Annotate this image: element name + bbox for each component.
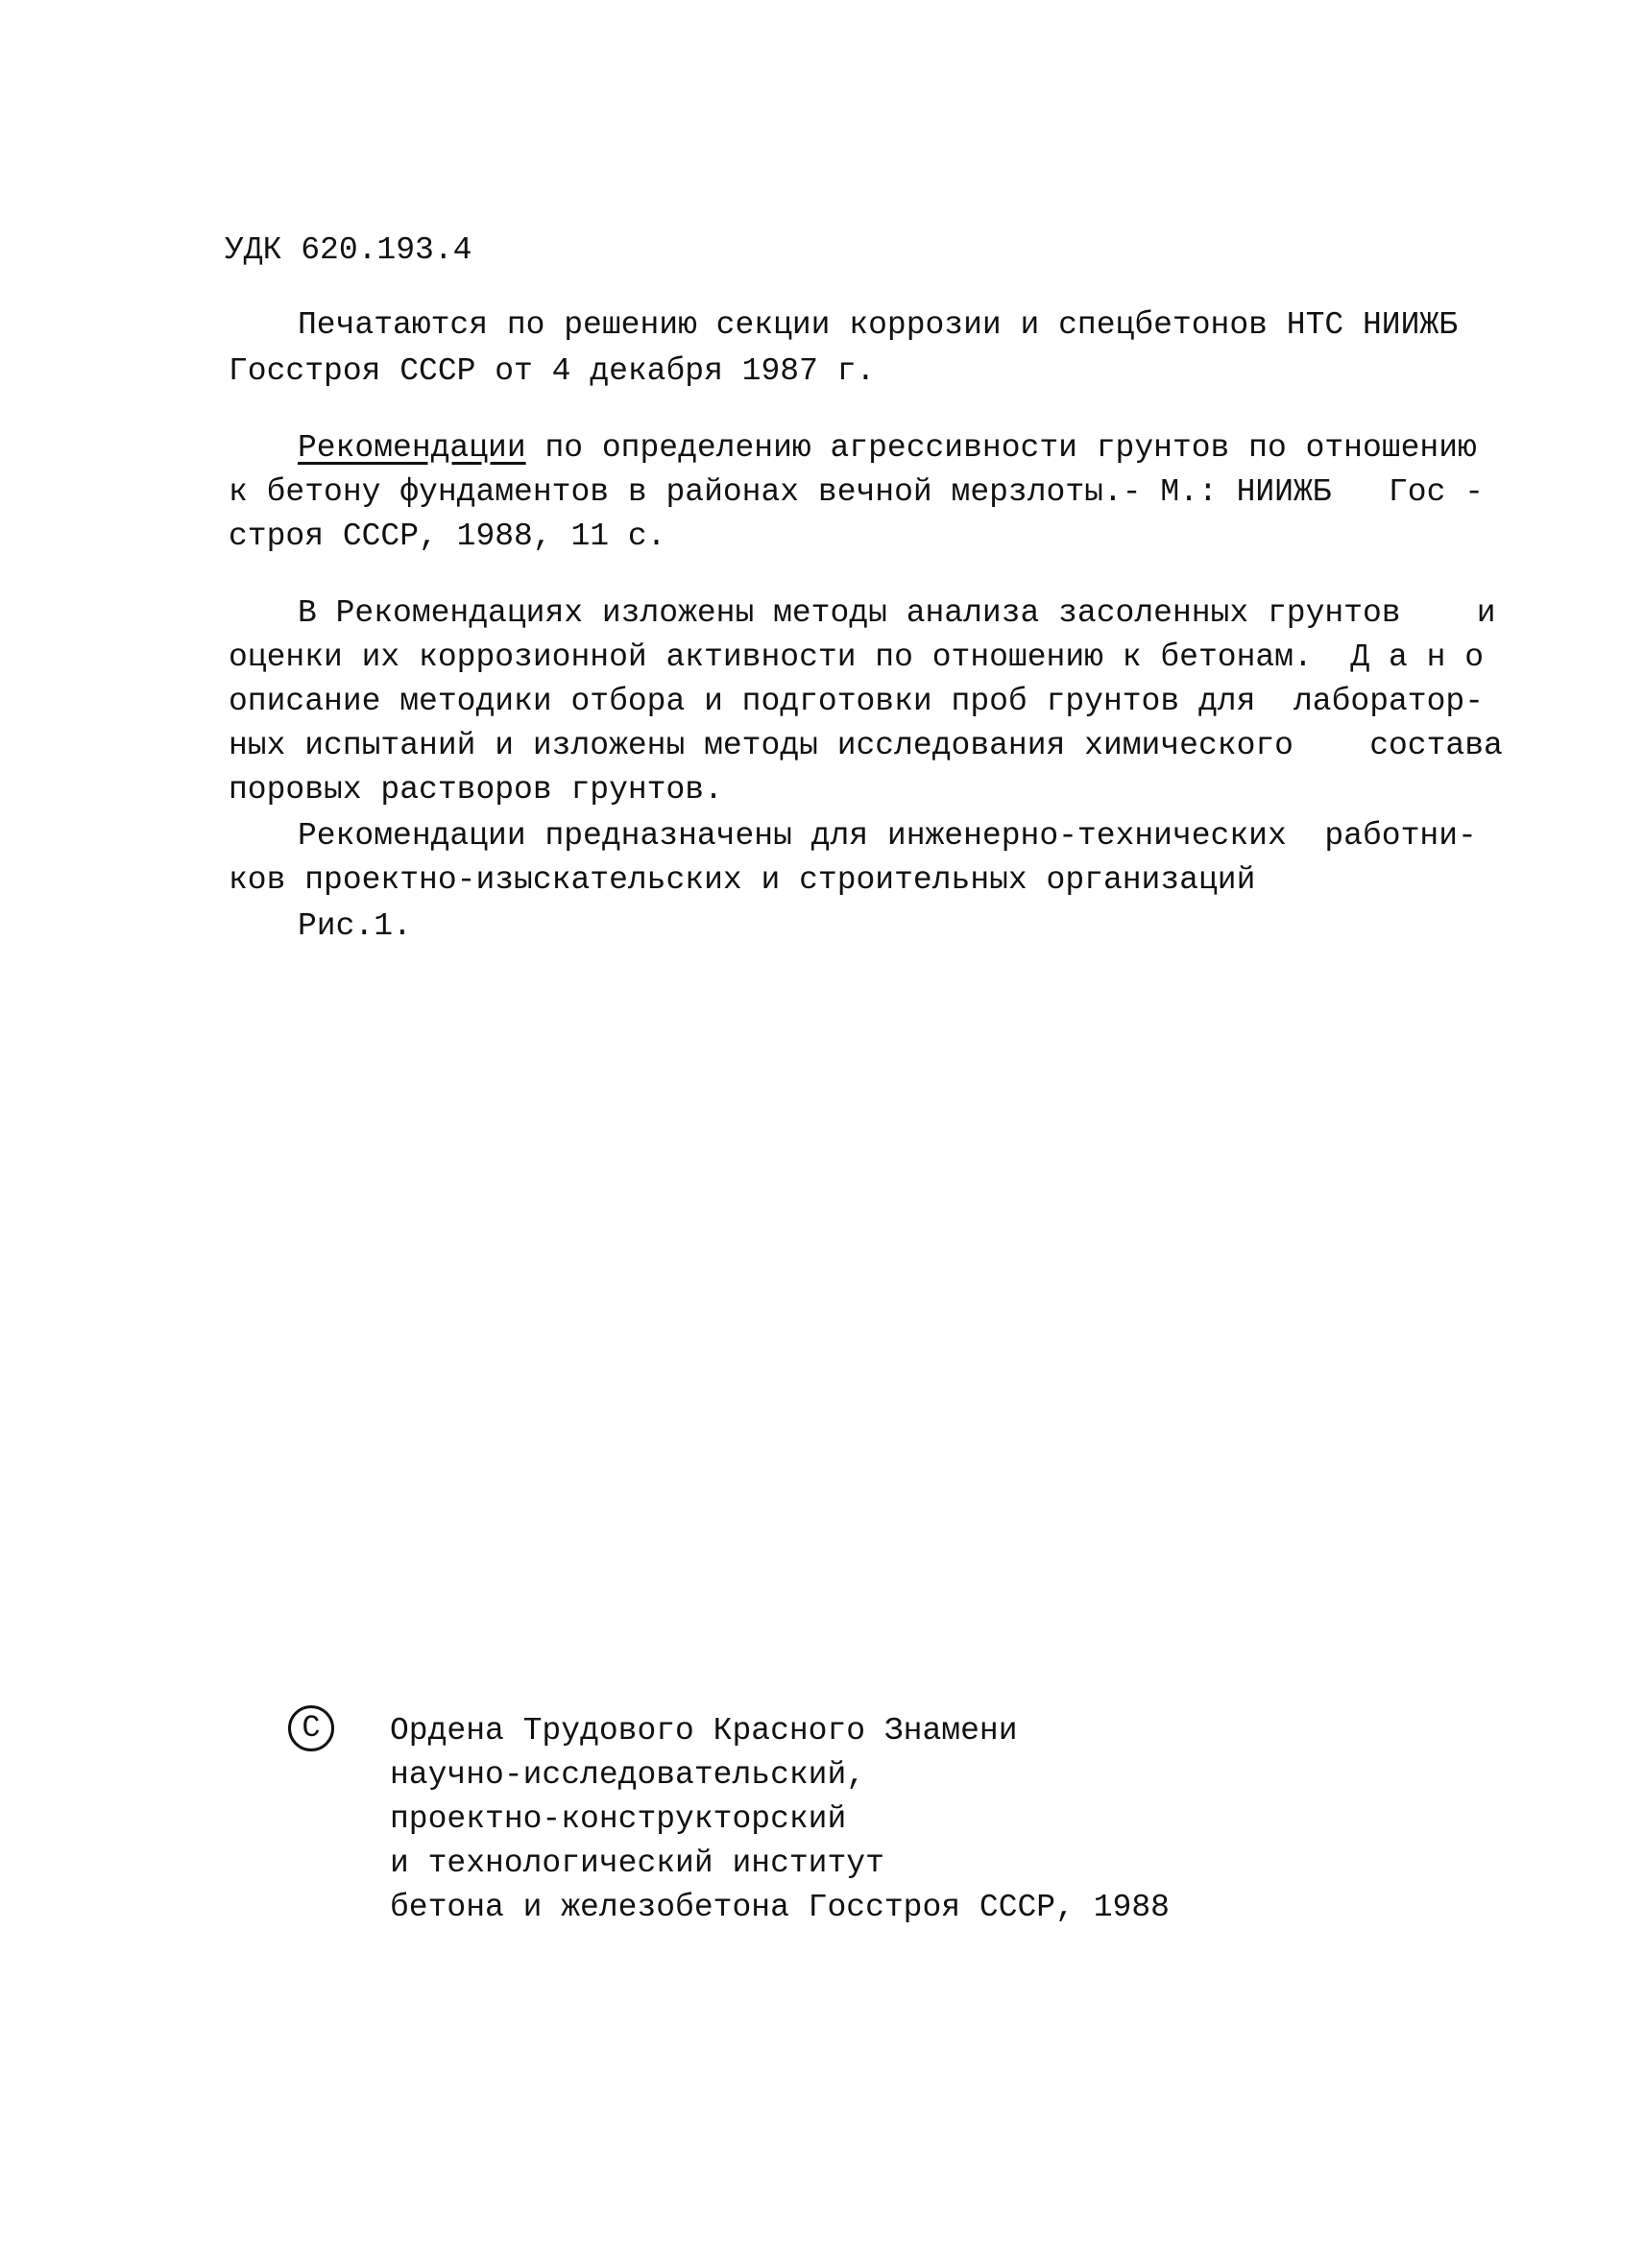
abstract-line-1: В Рекомендациях изложены методы анализа засоленных грунтов и [298,595,1496,631]
copyright-icon: C [288,1705,334,1751]
abstract-line-5: поровых растворов грунтов. [229,772,723,808]
publisher-line-5: бетона и железобетона Госстроя СССР, 1988 [390,1890,1170,1925]
abstract-line-4: ных испытаний и изложены методы исследования химического состава [229,728,1503,763]
print-note-line-2: Госстроя СССР от 4 декабря 1987 г. [229,353,876,389]
audience-line-1: Рекомендации предназначены для инженерно-технических работни- [298,818,1477,854]
abstract-line-2: оценки их коррозионной активности по отношению к бетонам. Д а н о [229,639,1485,675]
citation-line-1-rest: по определению агрессивности грунтов по отношению [525,430,1477,466]
citation-title-word: Рекомендации [298,430,526,466]
udk-code: УДК 620.193.4 [225,232,472,268]
publisher-line-4: и технологический институт [390,1846,884,1881]
figures-count: Рис.1. [298,908,412,944]
publisher-line-3: проектно-конструкторский [390,1801,847,1837]
citation-line-3: строя СССР, 1988, 11 с. [229,519,666,554]
citation-line-2: к бетону фундаментов в районах вечной мерзлоты.- М.: НИИЖБ Гос - [229,474,1485,510]
citation-line-1 [298,426,1477,470]
publisher-line-1: Ордена Трудового Красного Знамени [390,1713,1018,1749]
publisher-line-2: научно-исследовательский, [390,1757,866,1793]
abstract-line-3: описание методики отбора и подготовки проб грунтов для лаборатор- [229,684,1485,719]
print-note-line-1: Печатаются по решению секции коррозии и спецбетонов НТС НИИЖБ [298,307,1458,343]
audience-line-2: ков проектно-изыскательских и строительных организаций [229,862,1256,898]
